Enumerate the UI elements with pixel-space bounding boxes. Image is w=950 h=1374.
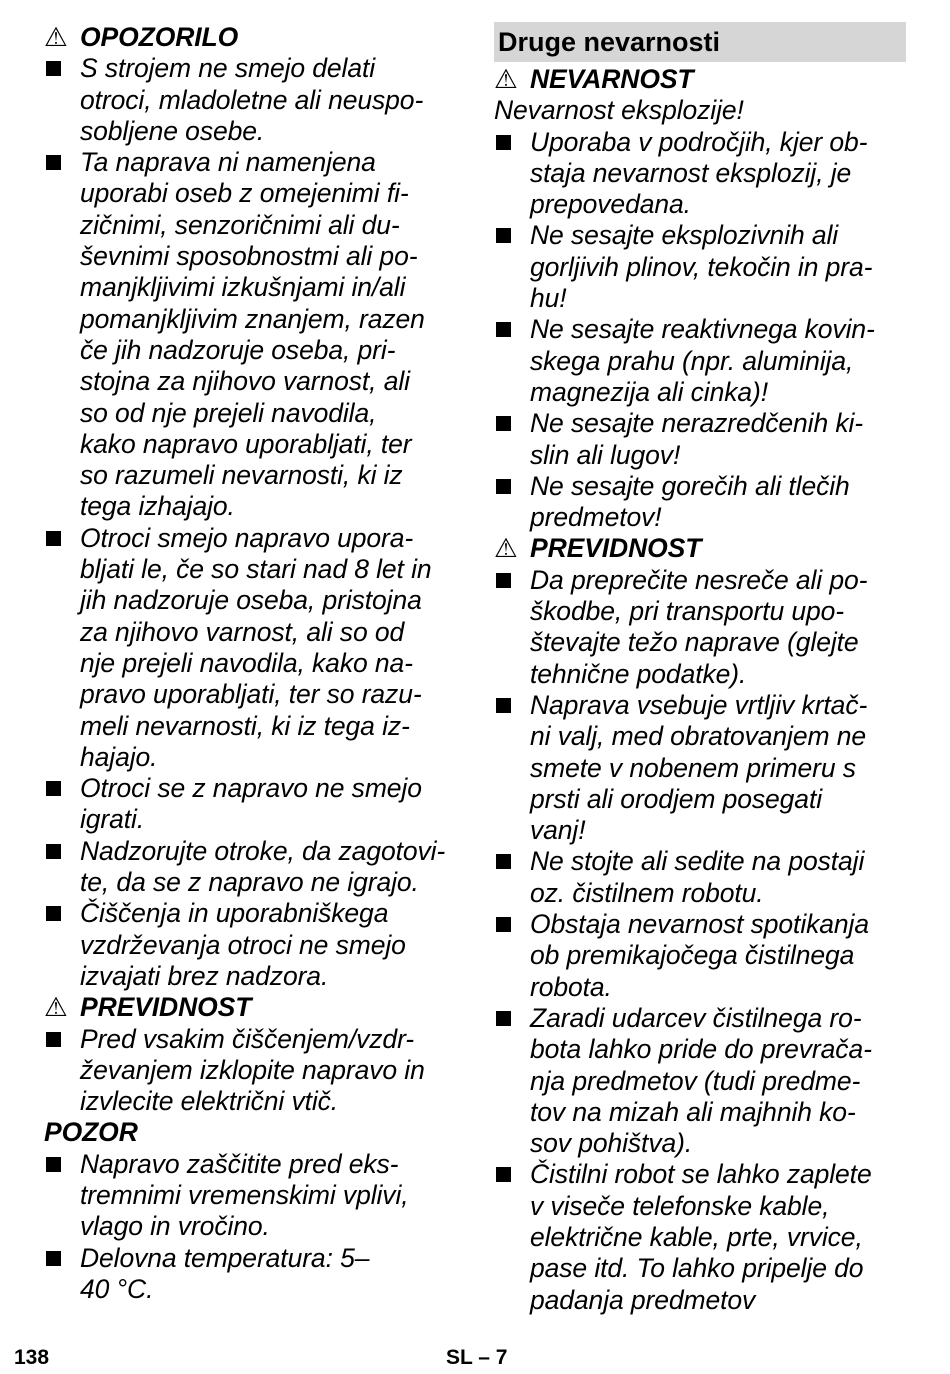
list-item-line bbox=[494, 690, 906, 721]
list-item-line bbox=[44, 617, 456, 648]
list-item-line bbox=[494, 753, 906, 784]
list-item-line bbox=[44, 366, 456, 397]
list-item-line bbox=[494, 314, 906, 345]
heading-text: OPOZORILO bbox=[80, 22, 239, 52]
bullet-square-icon bbox=[494, 690, 530, 721]
list-item-line bbox=[494, 440, 906, 471]
line-text: ševnimi sposobnostmi ali po- bbox=[80, 241, 418, 272]
list-item-line bbox=[44, 679, 456, 710]
list-item bbox=[44, 1024, 456, 1118]
list-item-line bbox=[494, 1066, 906, 1097]
list-item-line bbox=[44, 523, 456, 554]
list-item-line bbox=[494, 784, 906, 815]
list-item-line bbox=[44, 241, 456, 272]
line-text: smete v nobenem primeru s bbox=[530, 752, 856, 783]
line-text: otroci, mladoletne ali neuspo- bbox=[80, 84, 424, 115]
list-item bbox=[494, 408, 906, 471]
bullet-square-icon bbox=[44, 898, 80, 929]
list-item-line bbox=[494, 220, 906, 251]
list-item-line bbox=[494, 815, 906, 846]
list-item bbox=[44, 836, 456, 899]
list-item-line bbox=[44, 804, 456, 835]
list-item-line bbox=[494, 1285, 906, 1316]
list-item-line bbox=[44, 742, 456, 773]
list-item-line bbox=[44, 210, 456, 241]
warning-heading bbox=[44, 1117, 456, 1148]
warning-heading bbox=[494, 64, 906, 95]
list-item-line bbox=[494, 158, 906, 189]
list-item-line bbox=[494, 252, 906, 283]
list-item-line bbox=[494, 1222, 906, 1253]
line-text: Otroci smejo napravo upora- bbox=[80, 522, 414, 553]
warning-heading bbox=[44, 992, 456, 1023]
line-text: slin ali lugov! bbox=[530, 439, 681, 470]
list-item bbox=[44, 53, 456, 147]
line-text: tremnimi vremenskimi vplivi, bbox=[80, 1179, 409, 1210]
list-item bbox=[494, 220, 906, 314]
line-text: Čiščenja in uporabniškega bbox=[80, 898, 389, 929]
line-text: igrati. bbox=[80, 804, 145, 835]
line-text: 40 °C. bbox=[80, 1273, 154, 1304]
warning-heading bbox=[44, 22, 456, 53]
line-text: S strojem ne smejo delati bbox=[80, 53, 376, 84]
warning-triangle-icon: ⚠ bbox=[44, 22, 68, 52]
line-text: vzdrževanja otroci ne smejo bbox=[80, 929, 406, 960]
list-item-line bbox=[44, 773, 456, 804]
list-item-line bbox=[44, 116, 456, 147]
list-item bbox=[44, 1149, 456, 1243]
list-item-line bbox=[44, 1274, 456, 1305]
bullet-square-icon bbox=[44, 1243, 80, 1274]
line-text: kako napravo uporabljati, ter bbox=[80, 428, 412, 459]
warning-heading bbox=[494, 533, 906, 564]
line-text: vanj! bbox=[530, 815, 586, 846]
bullet-square-icon bbox=[494, 314, 530, 345]
line-text: bota lahko pride do prevrača- bbox=[530, 1034, 872, 1065]
line-text: pase itd. To lahko pripelje do bbox=[530, 1253, 864, 1284]
paragraph-text: Nevarnost eksplozije! bbox=[494, 95, 744, 126]
list-item-line bbox=[44, 304, 456, 335]
list-item-line bbox=[44, 85, 456, 116]
line-text: Uporaba v področjih, kjer ob- bbox=[530, 126, 868, 157]
line-text: hu! bbox=[530, 283, 567, 314]
list-item-line bbox=[494, 1159, 906, 1190]
line-text: padanja predmetov bbox=[530, 1284, 756, 1315]
line-text: Delovna temperatura: 5– bbox=[80, 1242, 370, 1273]
warning-triangle-icon: ⚠ bbox=[494, 64, 518, 94]
bullet-square-icon bbox=[494, 127, 530, 158]
list-item-line bbox=[494, 1097, 906, 1128]
list-item bbox=[494, 314, 906, 408]
list-item bbox=[494, 471, 906, 534]
line-text: Napravo zaščitite pred eks- bbox=[80, 1148, 399, 1179]
list-item-line bbox=[44, 429, 456, 460]
line-text: ni valj, med obratovanjem ne bbox=[530, 721, 866, 752]
list-item-line bbox=[44, 711, 456, 742]
list-item-line bbox=[494, 972, 906, 1003]
list-item bbox=[44, 1243, 456, 1306]
heading-text: POZOR bbox=[44, 1117, 138, 1148]
list-item-line bbox=[44, 147, 456, 178]
list-item-line bbox=[44, 272, 456, 303]
bullet-square-icon bbox=[44, 523, 80, 554]
line-text: Ne sesajte reaktivnega kovin- bbox=[530, 314, 875, 345]
bullet-square-icon bbox=[494, 220, 530, 251]
page-footer bbox=[0, 1346, 950, 1374]
line-text: robota. bbox=[530, 971, 612, 1002]
line-text: so razumeli nevarnosti, ki iz bbox=[80, 460, 403, 491]
list-item-line bbox=[44, 1211, 456, 1242]
list-item-line bbox=[44, 648, 456, 679]
bullet-square-icon bbox=[44, 836, 80, 867]
line-text: magnezija ali cinka)! bbox=[530, 376, 768, 407]
list-item-line bbox=[494, 565, 906, 596]
line-text: pravo uporabljati, ter so razu- bbox=[80, 679, 422, 710]
list-item-line bbox=[44, 898, 456, 929]
warning-triangle-icon: ⚠ bbox=[44, 992, 68, 1023]
bullet-square-icon bbox=[494, 1003, 530, 1034]
line-text: škodbe, pri transportu upo- bbox=[530, 596, 845, 627]
bullet-square-icon bbox=[44, 1149, 80, 1180]
heading-text: PREVIDNOST bbox=[80, 992, 252, 1023]
list-item-line bbox=[494, 189, 906, 220]
list-item-line bbox=[44, 460, 456, 491]
line-text: bljati le, če so stari nad 8 let in bbox=[80, 554, 432, 585]
list-item-line bbox=[494, 596, 906, 627]
line-text: jih nadzoruje oseba, pristojna bbox=[80, 585, 422, 616]
list-item-line bbox=[494, 721, 906, 752]
list-item bbox=[494, 1159, 906, 1315]
line-text: Čistilni robot se lahko zaplete bbox=[530, 1159, 872, 1190]
list-item-line bbox=[44, 178, 456, 209]
list-item-line bbox=[494, 1128, 906, 1159]
list-item-line bbox=[494, 627, 906, 658]
right-column bbox=[494, 22, 906, 1316]
line-text: Obstaja nevarnost spotikanja bbox=[530, 909, 869, 940]
bullet-square-icon bbox=[494, 565, 530, 596]
list-item bbox=[494, 909, 906, 1003]
list-item bbox=[44, 773, 456, 836]
list-item bbox=[494, 690, 906, 846]
page-code: SL – 7 bbox=[446, 1346, 508, 1369]
line-text: hajajo. bbox=[80, 741, 158, 772]
line-text: zičnimi, senzoričnimi ali du- bbox=[80, 209, 400, 240]
line-text: ob premikajočega čistilnega bbox=[530, 940, 855, 971]
list-item-line bbox=[44, 1149, 456, 1180]
list-item-line bbox=[44, 335, 456, 366]
line-text: tehnične podatke). bbox=[530, 658, 747, 689]
line-text: Naprava vsebuje vrtljiv krtač- bbox=[530, 689, 868, 720]
list-item-line bbox=[494, 127, 906, 158]
warning-triangle-icon: ⚠ bbox=[494, 533, 518, 564]
list-item-line bbox=[494, 408, 906, 439]
list-item-line bbox=[494, 502, 906, 533]
line-text: predmetov! bbox=[530, 502, 662, 533]
line-text: Ne sesajte gorečih ali tlečih bbox=[530, 470, 850, 501]
list-item-line bbox=[44, 867, 456, 898]
list-item-line bbox=[44, 1055, 456, 1086]
list-item bbox=[44, 523, 456, 773]
line-text: prepovedana. bbox=[530, 189, 691, 220]
line-text: oz. čistilnem robotu. bbox=[530, 877, 764, 908]
heading-text: PREVIDNOST bbox=[530, 533, 702, 564]
list-item-line bbox=[494, 471, 906, 502]
line-text: vlago in vročino. bbox=[80, 1211, 270, 1242]
bullet-square-icon bbox=[494, 471, 530, 502]
line-text: Otroci se z napravo ne smejo bbox=[80, 773, 422, 804]
list-item-line bbox=[494, 1003, 906, 1034]
line-text: Ne stojte ali sedite na postaji bbox=[530, 846, 865, 877]
list-item-line bbox=[494, 846, 906, 877]
line-text: izvajati brez nadzora. bbox=[80, 960, 329, 991]
list-item-line bbox=[494, 1034, 906, 1065]
list-item-line bbox=[494, 377, 906, 408]
bullet-square-icon bbox=[494, 1159, 530, 1190]
list-item-line bbox=[44, 398, 456, 429]
line-text: Pred vsakim čiščenjem/vzdr- bbox=[80, 1023, 415, 1054]
line-text: sobljene osebe. bbox=[80, 115, 265, 146]
line-text: staja nevarnost eksplozij, je bbox=[530, 157, 852, 188]
line-text: električne kable, prte, vrvice, bbox=[530, 1221, 863, 1252]
list-item-line bbox=[494, 878, 906, 909]
line-text: Da preprečite nesreče ali po- bbox=[530, 564, 868, 595]
line-text: Nadzorujte otroke, da zagotovi- bbox=[80, 835, 446, 866]
list-item-line bbox=[494, 283, 906, 314]
line-text: so od nje prejeli navodila, bbox=[80, 397, 377, 428]
line-text: za njihovo varnost, ali so od bbox=[80, 616, 405, 647]
line-text: izvlecite električni vtič. bbox=[80, 1086, 339, 1117]
line-text: uporabi oseb z omejenimi fi- bbox=[80, 178, 409, 209]
line-text: gorljivih plinov, tekočin in pra- bbox=[530, 251, 873, 282]
bullet-square-icon bbox=[44, 773, 80, 804]
list-item bbox=[494, 565, 906, 690]
line-text: skega prahu (npr. aluminija, bbox=[530, 345, 854, 376]
line-text: stojna za njihovo varnost, ali bbox=[80, 366, 410, 397]
list-item-line bbox=[44, 961, 456, 992]
section-heading: Druge nevarnosti bbox=[494, 22, 906, 62]
line-text: števajte težo naprave (glejte bbox=[530, 627, 859, 658]
bullet-square-icon bbox=[44, 147, 80, 178]
list-item-line bbox=[44, 930, 456, 961]
line-text: tov na mizah ali majhnih ko- bbox=[530, 1096, 856, 1127]
page-number: 138 bbox=[14, 1346, 50, 1369]
bullet-square-icon bbox=[494, 909, 530, 940]
heading-text: NEVARNOST bbox=[530, 64, 694, 94]
list-item-line bbox=[494, 909, 906, 940]
list-item-line bbox=[44, 554, 456, 585]
list-item-line bbox=[44, 1086, 456, 1117]
list-item bbox=[44, 898, 456, 992]
line-text: če jih nadzoruje oseba, pri- bbox=[80, 334, 396, 365]
line-text: pomanjkljivim znanjem, razen bbox=[80, 303, 425, 334]
line-text: Ne sesajte eksplozivnih ali bbox=[530, 220, 839, 251]
list-item-line bbox=[494, 1253, 906, 1284]
list-item-line bbox=[494, 659, 906, 690]
bullet-square-icon bbox=[44, 53, 80, 84]
line-text: Ne sesajte nerazredčenih ki- bbox=[530, 408, 864, 439]
bullet-square-icon bbox=[494, 846, 530, 877]
list-item-line bbox=[44, 836, 456, 867]
line-text: te, da se z napravo ne igrajo. bbox=[80, 867, 419, 898]
list-item-line bbox=[44, 585, 456, 616]
line-text: prsti ali orodjem posegati bbox=[530, 783, 822, 814]
bullet-square-icon bbox=[44, 1024, 80, 1055]
list-item-line bbox=[44, 1180, 456, 1211]
list-item bbox=[44, 147, 456, 523]
list-item-line bbox=[494, 940, 906, 971]
line-text: ževanjem izklopite napravo in bbox=[80, 1054, 425, 1085]
list-item bbox=[494, 1003, 906, 1159]
line-text: nje prejeli navodila, kako na- bbox=[80, 647, 413, 678]
list-item-line bbox=[44, 491, 456, 522]
line-text: v viseče telefonske kable, bbox=[530, 1190, 830, 1221]
line-text: tega izhajajo. bbox=[80, 491, 235, 522]
list-item bbox=[494, 846, 906, 909]
line-text: sov pohištva). bbox=[530, 1128, 693, 1159]
list-item-line bbox=[44, 1243, 456, 1274]
list-item-line bbox=[494, 346, 906, 377]
list-item-line bbox=[44, 1024, 456, 1055]
line-text: Zaradi udarcev čistilnega ro- bbox=[530, 1002, 862, 1033]
line-text: meli nevarnosti, ki iz tega iz- bbox=[80, 710, 410, 741]
list-item-line bbox=[494, 1191, 906, 1222]
line-text: nja predmetov (tudi predme- bbox=[530, 1065, 861, 1096]
left-column bbox=[44, 22, 456, 1305]
list-item bbox=[494, 127, 906, 221]
list-item-line bbox=[44, 53, 456, 84]
line-text: Ta naprava ni namenjena bbox=[80, 147, 376, 178]
bullet-square-icon bbox=[494, 408, 530, 439]
line-text: manjkljivimi izkušnjami in/ali bbox=[80, 272, 406, 303]
